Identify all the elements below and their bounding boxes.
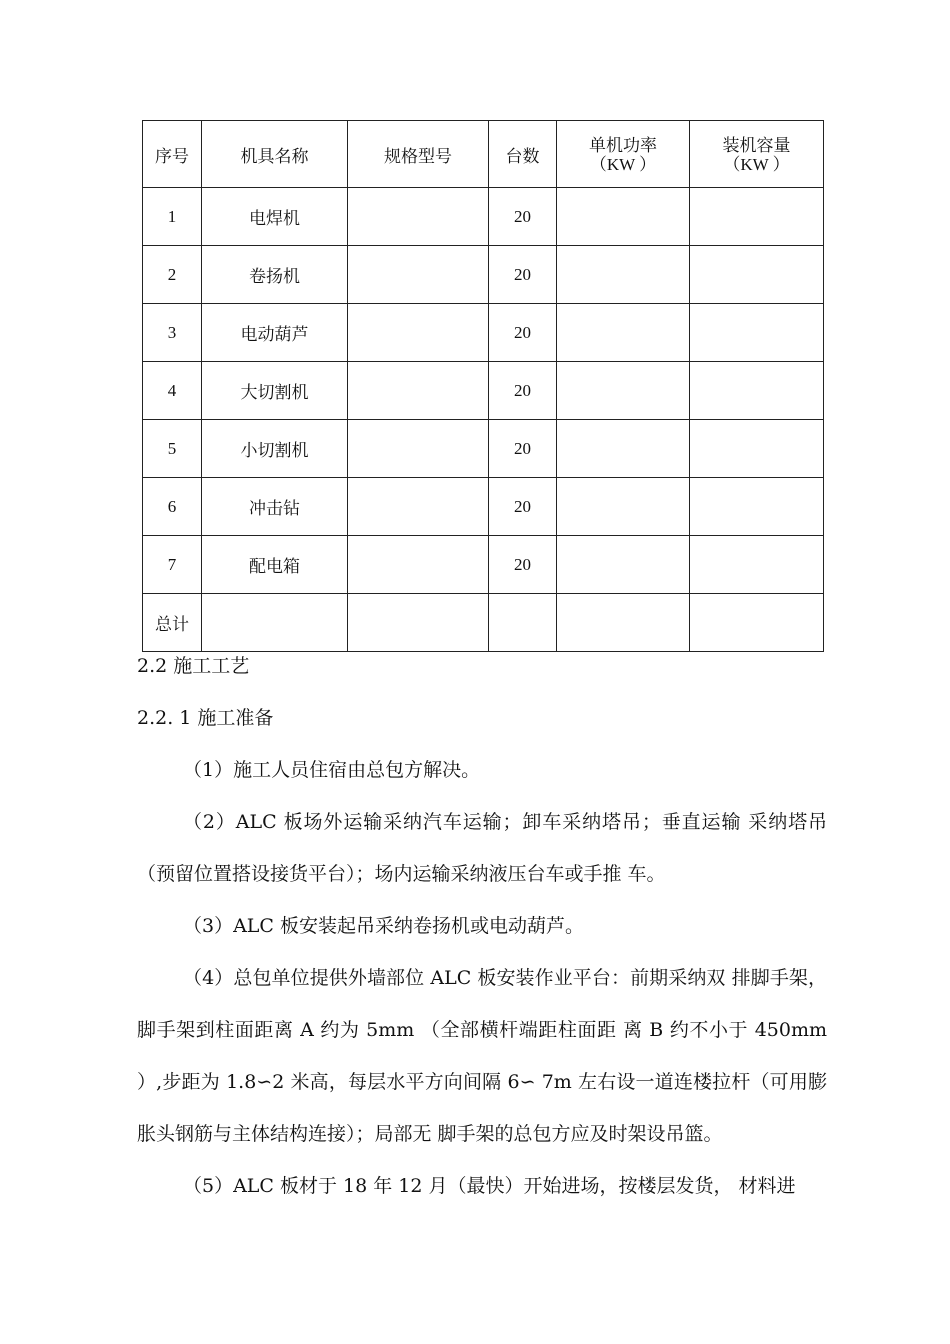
cell-no: 7: [143, 536, 202, 594]
cell-qty: 20: [489, 536, 557, 594]
cell-no: 1: [143, 188, 202, 246]
cell-qty: 20: [489, 188, 557, 246]
cell-spec: [348, 536, 489, 594]
cell-capacity: [690, 304, 824, 362]
header-qty: 台数: [489, 121, 557, 188]
cell-no: 4: [143, 362, 202, 420]
paragraph-1: （1）施工人员住宿由总包方解决。: [183, 759, 481, 781]
cell-capacity: [690, 478, 824, 536]
header-power: 单机功率 （KW ）: [557, 121, 690, 188]
cell-no: 2: [143, 246, 202, 304]
cell-capacity: [690, 536, 824, 594]
table-row: [143, 304, 824, 362]
cell-power: [557, 246, 690, 304]
section-body: [137, 640, 827, 1212]
cell-spec: [348, 362, 489, 420]
cell-name: 电动葫芦: [202, 304, 348, 362]
cell-power: [557, 304, 690, 362]
equipment-table: [142, 120, 824, 652]
table-row: [143, 420, 824, 478]
cell-spec: [348, 246, 489, 304]
cell-name: 卷扬机: [202, 246, 348, 304]
cell-no: 6: [143, 478, 202, 536]
cell-no: 5: [143, 420, 202, 478]
table-row: [143, 188, 824, 246]
table-row: [143, 362, 824, 420]
cell-name: 大切割机: [202, 362, 348, 420]
header-no: 序号: [143, 121, 202, 188]
cell-capacity: [690, 362, 824, 420]
paragraph-5: （5）ALC 板材于 18 年 12 月（最快）开始进场，按楼层发货， 材料进: [183, 1175, 796, 1197]
paragraph-3: （3）ALC 板安装起吊采纳卷扬机或电动葫芦。: [183, 915, 585, 937]
table-header-row: [143, 121, 824, 188]
paragraph-4: （4）总包单位提供外墙部位 ALC 板安装作业平台：前期采纳双 排脚手架，脚手架到柱面距离 A 约为 5mm （全部横杆端距柱面距 离 B 约不小于 450mm ）,步距为 1.8∽2 米高，每层水平方向间隔 6∽ 7m 左右设一道连楼拉杆（可用膨胀头钢筋与主体结构连接）；局部无 脚手架的总包方应及时架设吊篮。: [137, 967, 827, 1145]
cell-power: [557, 478, 690, 536]
cell-qty: 20: [489, 478, 557, 536]
cell-capacity: [690, 420, 824, 478]
cell-power: [557, 536, 690, 594]
cell-qty: 20: [489, 362, 557, 420]
table-row: [143, 536, 824, 594]
table-row: [143, 478, 824, 536]
cell-total-label: 总计: [143, 594, 202, 652]
cell-name: 电焊机: [202, 188, 348, 246]
cell-spec: [348, 188, 489, 246]
cell-spec: [348, 304, 489, 362]
header-spec: 规格型号: [348, 121, 489, 188]
cell-no: 3: [143, 304, 202, 362]
cell-spec: [348, 420, 489, 478]
cell-power: [557, 188, 690, 246]
cell-qty: 20: [489, 246, 557, 304]
section-heading: 2.2 施工工艺: [137, 655, 250, 677]
header-name: 机具名称: [202, 121, 348, 188]
cell-capacity: [690, 246, 824, 304]
paragraph-2: （2）ALC 板场外运输采纳汽车运输；卸车采纳塔吊；垂直运输 采纳塔吊（预留位置搭设接货平台）；场内运输采纳液压台车或手推 车。: [137, 811, 827, 885]
cell-power: [557, 420, 690, 478]
cell-qty: 20: [489, 420, 557, 478]
cell-name: 小切割机: [202, 420, 348, 478]
cell-qty: 20: [489, 304, 557, 362]
header-capacity: 装机容量 （KW ）: [690, 121, 824, 188]
cell-capacity: [690, 188, 824, 246]
subsection-heading: 2.2. 1 施工准备: [137, 707, 274, 729]
cell-spec: [348, 478, 489, 536]
table-row: [143, 246, 824, 304]
cell-power: [557, 362, 690, 420]
cell-name: 配电箱: [202, 536, 348, 594]
cell-name: 冲击钻: [202, 478, 348, 536]
